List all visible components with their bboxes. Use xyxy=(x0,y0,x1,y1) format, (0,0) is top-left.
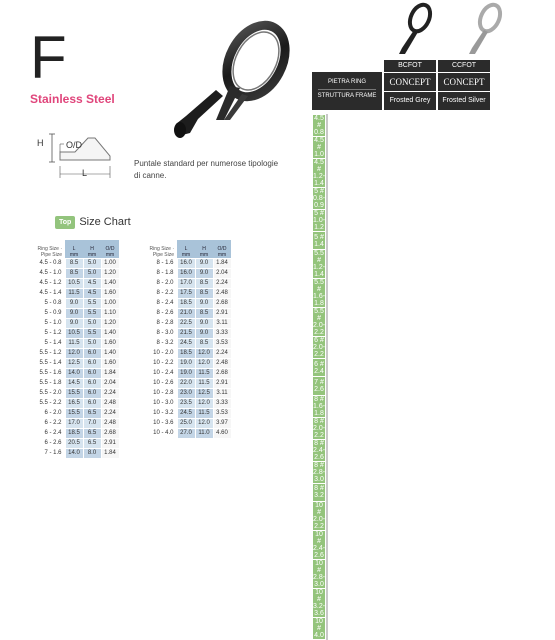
h-value: 5.0 xyxy=(83,258,101,268)
l-value: 12.5 xyxy=(65,358,83,368)
h-value: 6.5 xyxy=(83,438,101,448)
ring-pipe-size: 10 - 2.2 xyxy=(153,359,174,366)
l-value: 22.0 xyxy=(177,378,195,388)
h-value: 12.0 xyxy=(195,358,213,368)
h-value: 8.5 xyxy=(195,308,213,318)
h-value: 4.5 xyxy=(83,288,101,298)
size-label: 6 # 2.4 xyxy=(313,359,326,377)
l-value: 20.5 xyxy=(65,438,83,448)
finish-frosted-silver: Frosted Silver xyxy=(438,92,490,110)
table-row xyxy=(145,278,231,288)
brand-concept: CONCEPT xyxy=(384,73,436,91)
size-availability-table xyxy=(312,114,328,640)
od-value: 2.24 xyxy=(101,388,119,398)
h-value: 9.0 xyxy=(195,298,213,308)
table-row xyxy=(313,395,328,417)
l-value: 18.5 xyxy=(177,298,195,308)
l-value: 17.0 xyxy=(65,418,83,428)
size-label: 8 # 2.4-2.6 xyxy=(313,439,326,461)
col-h: H mm xyxy=(195,240,213,258)
ring-pipe-size: 10 - 2.4 xyxy=(153,369,174,376)
ring-pipe-size: 8 - 2.6 xyxy=(156,309,174,316)
ring-pipe-size: 10 - 4.0 xyxy=(153,429,174,436)
product-description: Puntale standard per numerose tipologie di canne. xyxy=(134,159,279,180)
frosted-silver-cell xyxy=(327,159,328,188)
h-value: 6.0 xyxy=(83,398,101,408)
od-value: 1.84 xyxy=(101,448,119,458)
table-row xyxy=(33,258,119,268)
size-label: 4.5 # 0.8 xyxy=(314,115,324,136)
h-value: 9.0 xyxy=(195,328,213,338)
h-value: 6.0 xyxy=(83,348,101,358)
l-value: 21.5 xyxy=(177,328,195,338)
frosted-silver-cell xyxy=(327,461,328,483)
size-label: 5 # 0.8-0.9 xyxy=(313,188,326,209)
frosted-silver-cell xyxy=(327,210,328,232)
frosted-silver-cell xyxy=(327,559,328,588)
l-value: 14.5 xyxy=(65,378,83,388)
l-value: 18.5 xyxy=(65,428,83,438)
size-label: 8 # 1.6-1.8 xyxy=(313,395,326,417)
model-photos xyxy=(382,0,520,60)
table-row xyxy=(145,338,231,348)
l-value: 18.5 xyxy=(177,348,195,358)
table-row xyxy=(145,258,231,268)
frosted-silver-cell xyxy=(327,250,328,279)
h-value: 6.5 xyxy=(83,428,101,438)
table-row xyxy=(145,428,231,438)
l-value: 12.0 xyxy=(65,348,83,358)
l-value: 9.0 xyxy=(65,298,83,308)
od-value: 2.24 xyxy=(213,348,231,358)
col-h: H mm xyxy=(83,240,101,258)
table-row xyxy=(313,588,328,617)
size-chart-header xyxy=(55,214,131,230)
od-value: 2.24 xyxy=(213,278,231,288)
diagram-h-label: H xyxy=(37,138,44,148)
h-value: 9.0 xyxy=(195,258,213,268)
l-value: 14.0 xyxy=(65,368,83,378)
table-row xyxy=(313,483,328,501)
ring-pipe-size: 6 - 2.6 xyxy=(44,439,62,446)
od-value: 2.68 xyxy=(213,368,231,378)
table-row xyxy=(313,337,328,359)
size-label: 10 # 4.0 xyxy=(314,617,324,639)
frosted-silver-cell xyxy=(327,501,328,530)
diagram-l-label: L xyxy=(82,168,88,178)
table-row xyxy=(313,115,328,137)
table-row xyxy=(313,617,328,639)
h-value: 9.0 xyxy=(195,318,213,328)
table-row xyxy=(33,418,119,428)
ring-pipe-size: 7 - 1.6 xyxy=(44,449,62,456)
col-l: L mm xyxy=(177,240,195,258)
table-row xyxy=(145,358,231,368)
size-label: 5 # 1.4 xyxy=(313,232,326,250)
table-row xyxy=(145,398,231,408)
od-value: 1.60 xyxy=(101,358,119,368)
l-value: 23.5 xyxy=(177,398,195,408)
table-row xyxy=(145,288,231,298)
od-value: 3.97 xyxy=(213,418,231,428)
guide-product-image xyxy=(168,16,308,141)
ring-pipe-size: 8 - 2.4 xyxy=(156,299,174,306)
l-value: 27.0 xyxy=(177,428,195,438)
table-row xyxy=(145,318,231,328)
ring-pipe-size: 5 - 1.4 xyxy=(44,339,62,346)
h-value: 4.5 xyxy=(83,278,101,288)
table-row xyxy=(145,378,231,388)
dimension-diagram xyxy=(30,130,125,190)
od-value: 1.00 xyxy=(101,298,119,308)
table-row xyxy=(313,308,328,337)
frosted-silver-cell xyxy=(327,588,328,617)
size-label: 8 # 3.2 xyxy=(313,483,326,501)
l-value: 8.5 xyxy=(65,258,83,268)
table-row xyxy=(33,428,119,438)
od-value: 3.11 xyxy=(213,318,231,328)
h-value: 6.0 xyxy=(83,378,101,388)
frosted-silver-cell xyxy=(327,337,328,359)
ring-frame-label: PIETRA RING STRUTTURA FRAME xyxy=(312,72,382,110)
table-row xyxy=(33,288,119,298)
l-value: 14.0 xyxy=(65,448,83,458)
od-value: 2.91 xyxy=(101,438,119,448)
l-value: 22.5 xyxy=(177,318,195,328)
od-value: 4.60 xyxy=(213,428,231,438)
h-value: 11.0 xyxy=(195,428,213,438)
table-row xyxy=(313,417,328,439)
l-value: 9.0 xyxy=(65,308,83,318)
frosted-silver-cell xyxy=(327,359,328,377)
h-value: 6.0 xyxy=(83,388,101,398)
h-value: 12.0 xyxy=(195,398,213,408)
size-label: 5.5 # 1.2-1.4 xyxy=(313,250,326,279)
l-value: 16.5 xyxy=(65,398,83,408)
table-row xyxy=(145,298,231,308)
size-label: 5 # 1.0-1.2 xyxy=(313,210,326,231)
ring-pipe-size: 8 - 1.8 xyxy=(156,269,174,276)
table-row xyxy=(313,359,328,377)
size-label: 4.5 # 1.2-1.4 xyxy=(313,159,326,187)
od-value: 3.33 xyxy=(213,328,231,338)
size-label: 4.5 # 1.0 xyxy=(314,137,324,158)
frosted-silver-cell xyxy=(327,439,328,461)
ring-pipe-size: 5.5 - 2.2 xyxy=(39,399,62,406)
col-ring-size: Ring Size · Pipe Size xyxy=(149,246,174,258)
od-value: 2.04 xyxy=(213,268,231,278)
brand-concept: CONCEPT xyxy=(438,73,490,91)
col-ring-size: Ring Size · Pipe Size xyxy=(37,246,62,258)
od-value: 3.33 xyxy=(213,398,231,408)
table-row xyxy=(33,328,119,338)
table-row xyxy=(313,377,328,395)
ring-pipe-size: 8 - 3.2 xyxy=(156,339,174,346)
h-value: 12.0 xyxy=(195,348,213,358)
h-value: 6.0 xyxy=(83,358,101,368)
ring-pipe-size: 10 - 2.6 xyxy=(153,379,174,386)
od-value: 1.40 xyxy=(101,278,119,288)
finish-frosted-grey: Frosted Grey xyxy=(384,92,436,110)
od-value: 1.60 xyxy=(101,288,119,298)
table-row xyxy=(33,378,119,388)
ring-pipe-size: 10 - 3.0 xyxy=(153,399,174,406)
l-value: 11.5 xyxy=(65,338,83,348)
size-label: 10 # 2.0-2.2 xyxy=(313,501,326,530)
ring-pipe-size: 4.5 - 1.2 xyxy=(39,279,62,286)
frosted-silver-cell xyxy=(327,115,328,137)
frosted-silver-cell xyxy=(327,617,328,639)
od-value: 2.68 xyxy=(213,298,231,308)
table-row xyxy=(145,388,231,398)
h-value: 5.5 xyxy=(83,298,101,308)
table-row xyxy=(145,308,231,318)
table-row xyxy=(33,398,119,408)
top-badge: Top xyxy=(55,216,75,229)
frosted-silver-cell xyxy=(327,417,328,439)
h-value: 9.0 xyxy=(195,268,213,278)
frosted-silver-cell xyxy=(327,530,328,559)
l-value: 19.0 xyxy=(177,368,195,378)
table-row xyxy=(145,418,231,428)
size-label: 5.5 # 2.0-2.2 xyxy=(313,308,326,337)
frosted-silver-cell xyxy=(327,308,328,337)
ring-pipe-size: 5 - 0.9 xyxy=(44,309,62,316)
h-value: 6.5 xyxy=(83,408,101,418)
table-row xyxy=(145,328,231,338)
h-value: 5.0 xyxy=(83,338,101,348)
table-row xyxy=(145,368,231,378)
ring-pipe-size: 5 - 1.2 xyxy=(44,329,62,336)
od-value: 2.48 xyxy=(213,288,231,298)
size-label: 7 # 2.6 xyxy=(313,377,326,395)
l-value: 24.5 xyxy=(177,338,195,348)
frosted-silver-cell xyxy=(327,377,328,395)
ring-pipe-size: 6 - 2.0 xyxy=(44,409,62,416)
ring-pipe-size: 10 - 3.6 xyxy=(153,419,174,426)
size-label: 10 # 2.4-2.6 xyxy=(313,530,326,559)
h-value: 6.0 xyxy=(83,368,101,378)
table-row xyxy=(33,278,119,288)
ring-pipe-size: 4.5 - 0.8 xyxy=(39,259,62,266)
table-row xyxy=(33,448,119,458)
table-row xyxy=(145,348,231,358)
od-value: 1.00 xyxy=(101,258,119,268)
table-row xyxy=(313,530,328,559)
l-value: 15.5 xyxy=(65,408,83,418)
size-label: 5.5 # 1.6-1.8 xyxy=(313,279,326,308)
series-letter: F xyxy=(30,24,67,91)
size-label: 10 # 3.2-3.6 xyxy=(313,588,326,617)
table-row xyxy=(33,348,119,358)
size-label: 6 # 2.0-2.2 xyxy=(313,337,326,359)
table-row xyxy=(313,439,328,461)
h-value: 5.5 xyxy=(83,308,101,318)
table-row xyxy=(313,501,328,530)
l-value: 23.0 xyxy=(177,388,195,398)
col-l: L mm xyxy=(65,240,83,258)
table-row xyxy=(33,368,119,378)
frosted-silver-cell xyxy=(327,137,328,159)
table-row xyxy=(313,559,328,588)
od-value: 3.53 xyxy=(213,338,231,348)
ring-pipe-size: 10 - 2.0 xyxy=(153,349,174,356)
col-od: O/D mm xyxy=(101,240,119,258)
ring-pipe-size: 10 - 2.8 xyxy=(153,389,174,396)
model-code-ccfot: CCFOT xyxy=(438,60,490,72)
ring-pipe-size: 8 - 2.8 xyxy=(156,319,174,326)
od-value: 2.68 xyxy=(101,428,119,438)
table-row xyxy=(313,279,328,308)
l-value: 11.5 xyxy=(65,288,83,298)
l-value: 21.0 xyxy=(177,308,195,318)
size-chart-title: Size Chart xyxy=(79,216,131,228)
col-od: O/D mm xyxy=(213,240,231,258)
table-row xyxy=(145,268,231,278)
table-row xyxy=(33,438,119,448)
table-row xyxy=(33,298,119,308)
od-value: 2.48 xyxy=(101,398,119,408)
ring-pipe-size: 5.5 - 2.0 xyxy=(39,389,62,396)
table-row xyxy=(33,268,119,278)
h-value: 8.0 xyxy=(83,448,101,458)
table-row xyxy=(313,137,328,159)
table-row xyxy=(33,308,119,318)
size-label: 8 # 2.0-2.2 xyxy=(313,417,326,439)
l-value: 17.0 xyxy=(177,278,195,288)
l-value: 10.5 xyxy=(65,328,83,338)
ring-pipe-size: 8 - 2.0 xyxy=(156,279,174,286)
od-value: 2.24 xyxy=(101,408,119,418)
l-value: 15.5 xyxy=(65,388,83,398)
size-label: 10 # 2.8-3.0 xyxy=(313,559,326,588)
size-chart-right xyxy=(145,240,232,439)
size-chart-left xyxy=(33,240,120,459)
diagram-od-label: O/D xyxy=(66,140,83,150)
table-row xyxy=(145,408,231,418)
h-value: 8.5 xyxy=(195,288,213,298)
od-value: 3.11 xyxy=(213,388,231,398)
h-value: 5.0 xyxy=(83,318,101,328)
ring-pipe-size: 4.5 - 1.4 xyxy=(39,289,62,296)
frosted-grey-guide-icon xyxy=(396,0,436,56)
h-value: 11.5 xyxy=(195,378,213,388)
table-row xyxy=(33,408,119,418)
od-value: 1.84 xyxy=(213,258,231,268)
od-value: 1.40 xyxy=(101,348,119,358)
l-value: 10.5 xyxy=(65,278,83,288)
h-value: 8.5 xyxy=(195,338,213,348)
od-value: 2.48 xyxy=(101,418,119,428)
ring-pipe-size: 5.5 - 1.8 xyxy=(39,379,62,386)
h-value: 12.5 xyxy=(195,388,213,398)
frosted-silver-cell xyxy=(327,395,328,417)
table-row xyxy=(33,318,119,328)
table-row xyxy=(313,232,328,250)
od-value: 1.40 xyxy=(101,328,119,338)
h-value: 8.5 xyxy=(195,278,213,288)
l-value: 16.0 xyxy=(177,268,195,278)
frosted-silver-guide-icon xyxy=(466,0,506,56)
ring-pipe-size: 6 - 2.2 xyxy=(44,419,62,426)
ring-pipe-size: 5 - 0.8 xyxy=(44,299,62,306)
ring-pipe-size: 5.5 - 1.2 xyxy=(39,349,62,356)
table-row xyxy=(33,338,119,348)
l-value: 8.5 xyxy=(65,268,83,278)
od-value: 1.20 xyxy=(101,318,119,328)
ring-pipe-size: 5.5 - 1.4 xyxy=(39,359,62,366)
size-label: 8 # 2.8-3.0 xyxy=(313,461,326,483)
ring-pipe-size: 8 - 1.6 xyxy=(156,259,174,266)
table-row xyxy=(313,461,328,483)
table-row xyxy=(313,159,328,188)
frosted-silver-cell xyxy=(327,188,328,210)
od-value: 2.04 xyxy=(101,378,119,388)
table-row xyxy=(33,358,119,368)
od-value: 1.10 xyxy=(101,308,119,318)
model-code-bcfot: BCFOT xyxy=(384,60,436,72)
ring-pipe-size: 10 - 3.2 xyxy=(153,409,174,416)
table-row xyxy=(313,188,328,210)
l-value: 24.5 xyxy=(177,408,195,418)
l-value: 9.0 xyxy=(65,318,83,328)
od-value: 1.60 xyxy=(101,338,119,348)
frosted-silver-cell xyxy=(327,232,328,250)
h-value: 5.5 xyxy=(83,328,101,338)
od-value: 1.84 xyxy=(101,368,119,378)
frosted-silver-cell xyxy=(327,483,328,501)
table-row xyxy=(33,388,119,398)
ring-pipe-size: 8 - 2.2 xyxy=(156,289,174,296)
l-value: 17.5 xyxy=(177,288,195,298)
od-value: 2.48 xyxy=(213,358,231,368)
ring-pipe-size: 5.5 - 1.6 xyxy=(39,369,62,376)
l-value: 16.0 xyxy=(177,258,195,268)
h-value: 11.5 xyxy=(195,408,213,418)
table-row xyxy=(313,210,328,232)
h-value: 11.5 xyxy=(195,368,213,378)
od-value: 2.91 xyxy=(213,378,231,388)
h-value: 7.0 xyxy=(83,418,101,428)
l-value: 19.0 xyxy=(177,358,195,368)
ring-pipe-size: 6 - 2.4 xyxy=(44,429,62,436)
od-value: 1.20 xyxy=(101,268,119,278)
h-value: 5.0 xyxy=(83,268,101,278)
table-row xyxy=(313,250,328,279)
material-title: Stainless Steel xyxy=(30,92,115,106)
od-value: 3.53 xyxy=(213,408,231,418)
ring-pipe-size: 8 - 3.0 xyxy=(156,329,174,336)
ring-pipe-size: 4.5 - 1.0 xyxy=(39,269,62,276)
h-value: 12.0 xyxy=(195,418,213,428)
ring-pipe-size: 5 - 1.0 xyxy=(44,319,62,326)
od-value: 2.91 xyxy=(213,308,231,318)
frosted-silver-cell xyxy=(327,279,328,308)
l-value: 25.0 xyxy=(177,418,195,428)
